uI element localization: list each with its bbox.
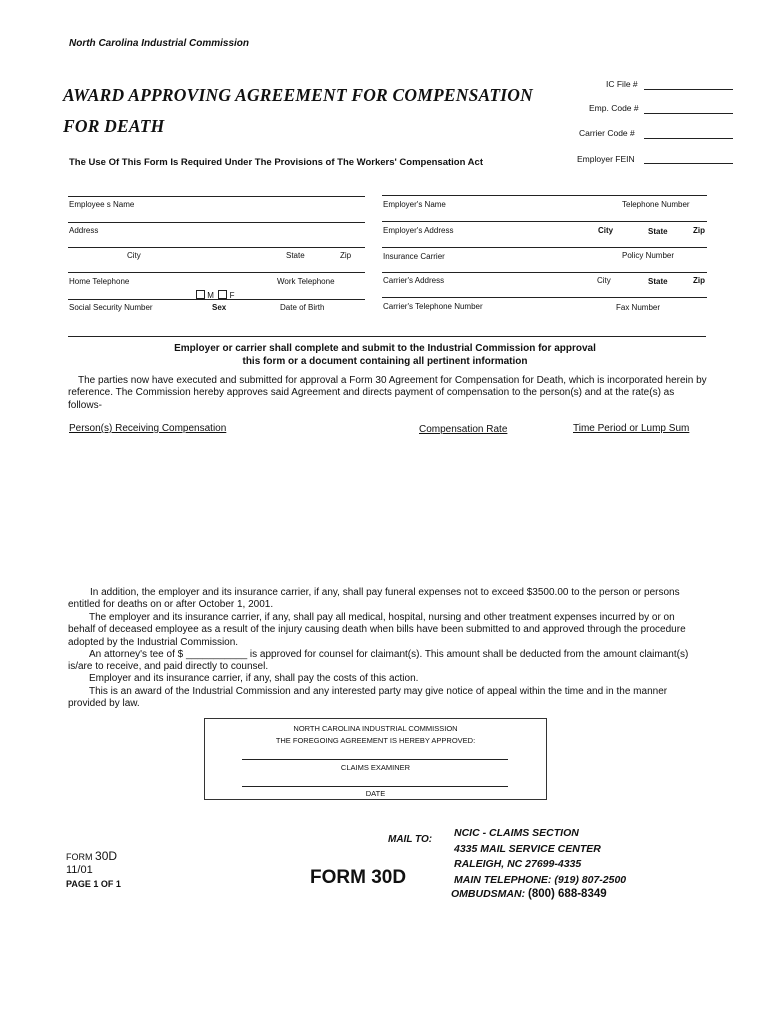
form-prefix: FORM bbox=[66, 852, 93, 862]
carrier-telephone-label: Carrier's Telephone Number bbox=[383, 302, 483, 311]
use-statement: The Use Of This Form Is Required Under The Provisions of The Workers' Compensation Act bbox=[69, 157, 483, 168]
ssn-input[interactable] bbox=[68, 299, 365, 300]
employer-address-label: Employer's Address bbox=[383, 226, 454, 235]
agency-name: North Carolina Industrial Commission bbox=[69, 38, 250, 49]
work-telephone-label: Work Telephone bbox=[277, 277, 335, 286]
col-persons-receiving: Person(s) Receiving Compensation bbox=[69, 423, 227, 434]
ic-file-input[interactable] bbox=[644, 89, 733, 90]
main-telephone: MAIN TELEPHONE: (919) 807-2500 bbox=[454, 874, 627, 886]
insurance-carrier-input[interactable] bbox=[382, 247, 707, 248]
city-label: City bbox=[127, 251, 141, 260]
instruction-line2: this form or a document containing all pertinent information bbox=[242, 356, 528, 367]
sex-f-label: F bbox=[229, 291, 235, 300]
form-revision: 11/01 bbox=[66, 864, 93, 876]
emp-code-input[interactable] bbox=[644, 113, 733, 114]
emp-code-label: Emp. Code # bbox=[589, 103, 639, 113]
employer-city-label: City bbox=[598, 226, 614, 235]
ombudsman-phone: (800) 688-8349 bbox=[528, 888, 607, 900]
funeral-paragraph: In addition, the employer and its insurance carrier, if any, shall pay funeral expenses not to exceed $3500.00 to the person or persons entitled for deaths on or after October 1, 2001. bbox=[68, 587, 680, 611]
fax-number-label: Fax Number bbox=[616, 303, 661, 312]
sex-m-checkbox[interactable] bbox=[196, 290, 205, 299]
employer-address-input[interactable] bbox=[382, 221, 707, 222]
employer-fein-label: Employer FEIN bbox=[577, 154, 635, 164]
dob-label: Date of Birth bbox=[280, 303, 325, 312]
employer-fein-input[interactable] bbox=[644, 163, 733, 164]
ic-file-label: IC File # bbox=[606, 79, 638, 89]
address-input[interactable] bbox=[68, 222, 365, 223]
sex-label: Sex bbox=[212, 303, 227, 312]
carrier-zip-label: Zip bbox=[693, 276, 705, 285]
section-divider bbox=[68, 336, 706, 337]
instruction-line1: Employer or carrier shall complete and submit to the Industrial Commission for approval bbox=[174, 343, 596, 354]
ombudsman-label: OMBUDSMAN: bbox=[451, 888, 526, 900]
appeal-paragraph: This is an award of the Industrial Commission and any interested party may give notice of appeal within the time and in the manner provided by law. bbox=[68, 686, 668, 710]
costs-paragraph: Employer and its insurance carrier, if any, shall pay the costs of this action. bbox=[89, 673, 419, 684]
page-count: PAGE 1 OF 1 bbox=[66, 879, 121, 889]
form-title-large: FORM 30D bbox=[310, 867, 407, 888]
employer-name-label: Employer's Name bbox=[383, 200, 446, 209]
approval-statement: THE FOREGOING AGREEMENT IS HEREBY APPROVED: bbox=[275, 736, 476, 745]
employee-name-input[interactable] bbox=[68, 196, 365, 197]
mail-address-line1: NCIC - CLAIMS SECTION bbox=[454, 827, 579, 839]
carrier-state-label: State bbox=[648, 277, 668, 286]
carrier-code-input[interactable] bbox=[644, 138, 733, 139]
city-state-zip-input[interactable] bbox=[68, 247, 365, 248]
telephone-input[interactable] bbox=[68, 272, 365, 273]
claims-examiner-signature-line[interactable] bbox=[242, 759, 508, 760]
intro-paragraph: The parties now have executed and submitted for approval a Form 30 Agreement for Compensation for Death, which is incorporated herein by reference. The Commission hereby approves said Agreement and directs payment of compensation to the person(s) and at the rate(s) as follows- bbox=[68, 375, 707, 411]
form-title-line1: AWARD APPROVING AGREEMENT FOR COMPENSATION bbox=[63, 85, 533, 105]
employer-zip-label: Zip bbox=[693, 226, 705, 235]
zip-label: Zip bbox=[340, 251, 352, 260]
home-telephone-label: Home Telephone bbox=[69, 277, 130, 286]
sex-m-label: M bbox=[207, 291, 214, 300]
employee-name-label: Employee s Name bbox=[69, 200, 135, 209]
employer-name-input[interactable] bbox=[382, 195, 707, 196]
form-title-line2: FOR DEATH bbox=[63, 116, 165, 136]
state-label: State bbox=[286, 251, 305, 260]
form-code bbox=[66, 849, 117, 863]
carrier-address-label: Carrier's Address bbox=[383, 276, 445, 285]
col-time-period: Time Period or Lump Sum bbox=[573, 423, 690, 434]
attorney-paragraph: An attorney's tee of $ ___________ is approved for counsel for claimant(s). This amount shall be deducted from the amount claimant(s) is/are to receive, and paid directly to counsel. bbox=[68, 649, 689, 673]
sex-f-checkbox[interactable] bbox=[218, 290, 227, 299]
insurance-carrier-label: Insurance Carrier bbox=[383, 252, 445, 261]
carrier-address-input[interactable] bbox=[382, 272, 707, 273]
address-label: Address bbox=[69, 226, 99, 235]
form-number: 30D bbox=[95, 849, 118, 863]
employer-state-label: State bbox=[648, 227, 668, 236]
telephone-number-label: Telephone Number bbox=[622, 200, 690, 209]
mail-address-line2: 4335 MAIL SERVICE CENTER bbox=[454, 843, 601, 855]
ssn-label: Social Security Number bbox=[69, 303, 153, 312]
approval-box bbox=[204, 718, 547, 800]
ombudsman-line bbox=[451, 888, 607, 900]
policy-number-label: Policy Number bbox=[622, 251, 675, 260]
approval-date-label: DATE bbox=[365, 789, 386, 798]
carrier-code-label: Carrier Code # bbox=[579, 128, 635, 138]
medical-paragraph: The employer and its insurance carrier, if any, shall pay all medical, hospital, nursing and other treatment expenses incurred by or on behalf of deceased employee as a result of the injury causing death when bills have been submitted to and approved through the procedure adopted by the Industrial Commission. bbox=[68, 612, 686, 648]
mail-address-line3: RALEIGH, NC 27699-4335 bbox=[454, 858, 582, 870]
carrier-city-label: City bbox=[597, 276, 611, 285]
date-signature-line[interactable] bbox=[242, 786, 508, 787]
mail-to-label: MAIL TO: bbox=[388, 834, 433, 845]
carrier-telephone-input[interactable] bbox=[382, 297, 707, 298]
claims-examiner-label: CLAIMS EXAMINER bbox=[340, 763, 411, 772]
approval-agency: NORTH CAROLINA INDUSTRIAL COMMISSION bbox=[293, 724, 458, 733]
col-compensation-rate: Compensation Rate bbox=[419, 424, 508, 435]
